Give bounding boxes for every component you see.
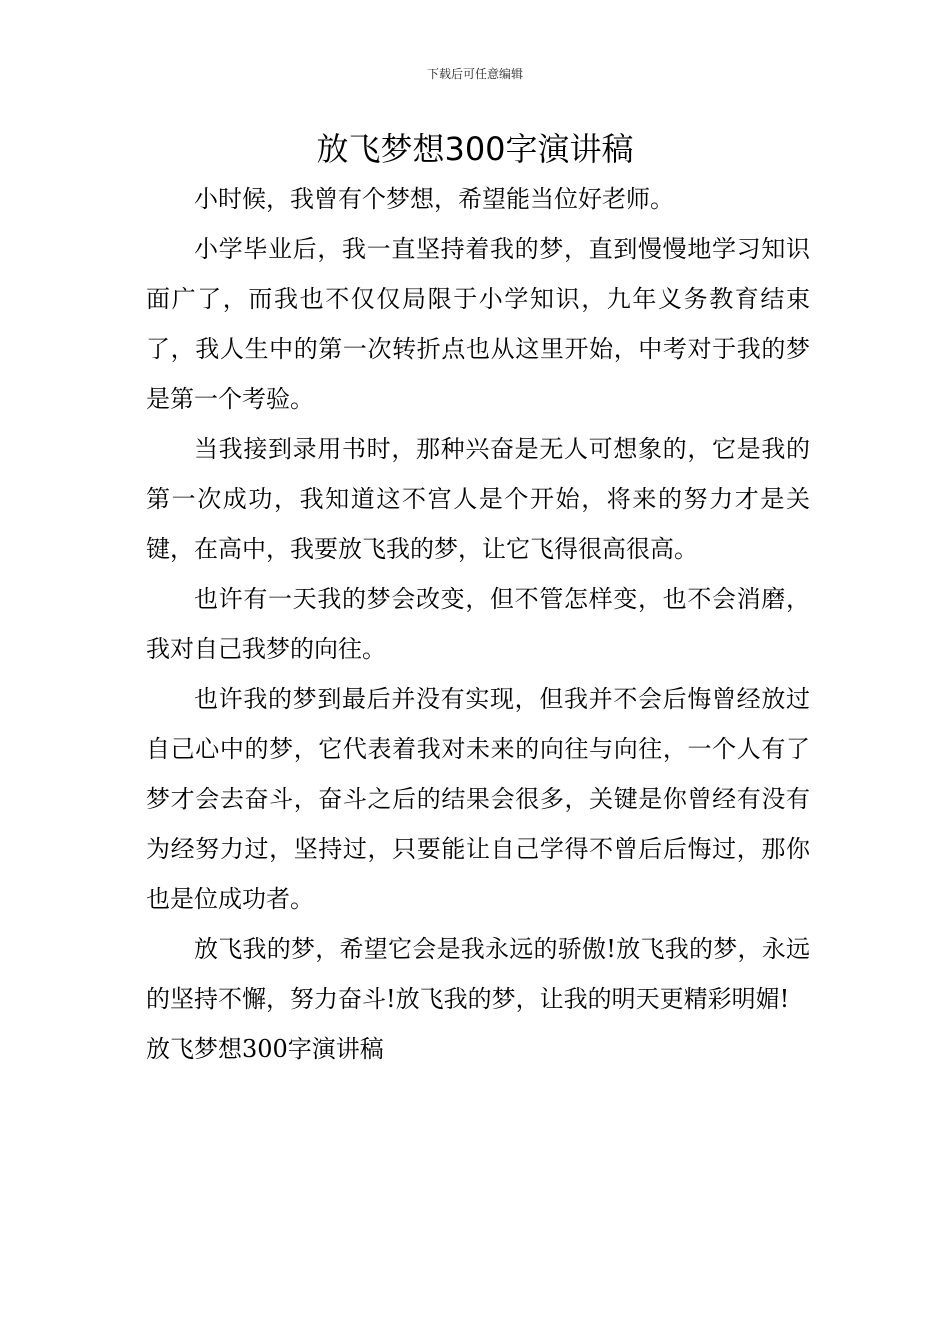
paragraph-1: 小时候，我曾有个梦想，希望能当位好老师。 [194,185,674,213]
paragraph-3: 当我接到录用书时，那种兴奋是无人可想象的，它是我的第一次成功，我知道这不宫人是个开始，将来的努力才是关键，在高中，我要放飞我的梦，让它飞得很高很高。 [146,435,810,563]
paragraph-4: 也许有一天我的梦会改变，但不管怎样变，也不会消磨，我对自己我梦的向往。 [146,585,810,663]
document-title: 放飞梦想300字演讲稿 [316,130,634,168]
footer-title: 放飞梦想300字演讲稿 [146,1035,384,1063]
document-body [146,174,810,1074]
header-note: 下载后可任意编辑 [426,67,523,81]
paragraph-2: 小学毕业后，我一直坚持着我的梦，直到慢慢地学习知识面广了，而我也不仅仅局限于小学知识，九年义务教育结束了，我人生中的第一次转折点也从这里开始，中考对于我的梦是第一个考验。 [146,235,810,413]
paragraph-5: 也许我的梦到最后并没有实现，但我并不会后悔曾经放过自己心中的梦，它代表着我对未来的向往与向往，一个人有了梦才会去奋斗，奋斗之后的结果会很多，关键是你曾经有没有为经努力过，坚持过，只要能让自己学得不曾后后悔过，那你也是位成功者。 [146,685,810,913]
paragraph-6: 放飞我的梦，希望它会是我永远的骄傲!放飞我的梦，永远的坚持不懈，努力奋斗!放飞我的梦，让我的明天更精彩明媚! [146,935,810,1013]
